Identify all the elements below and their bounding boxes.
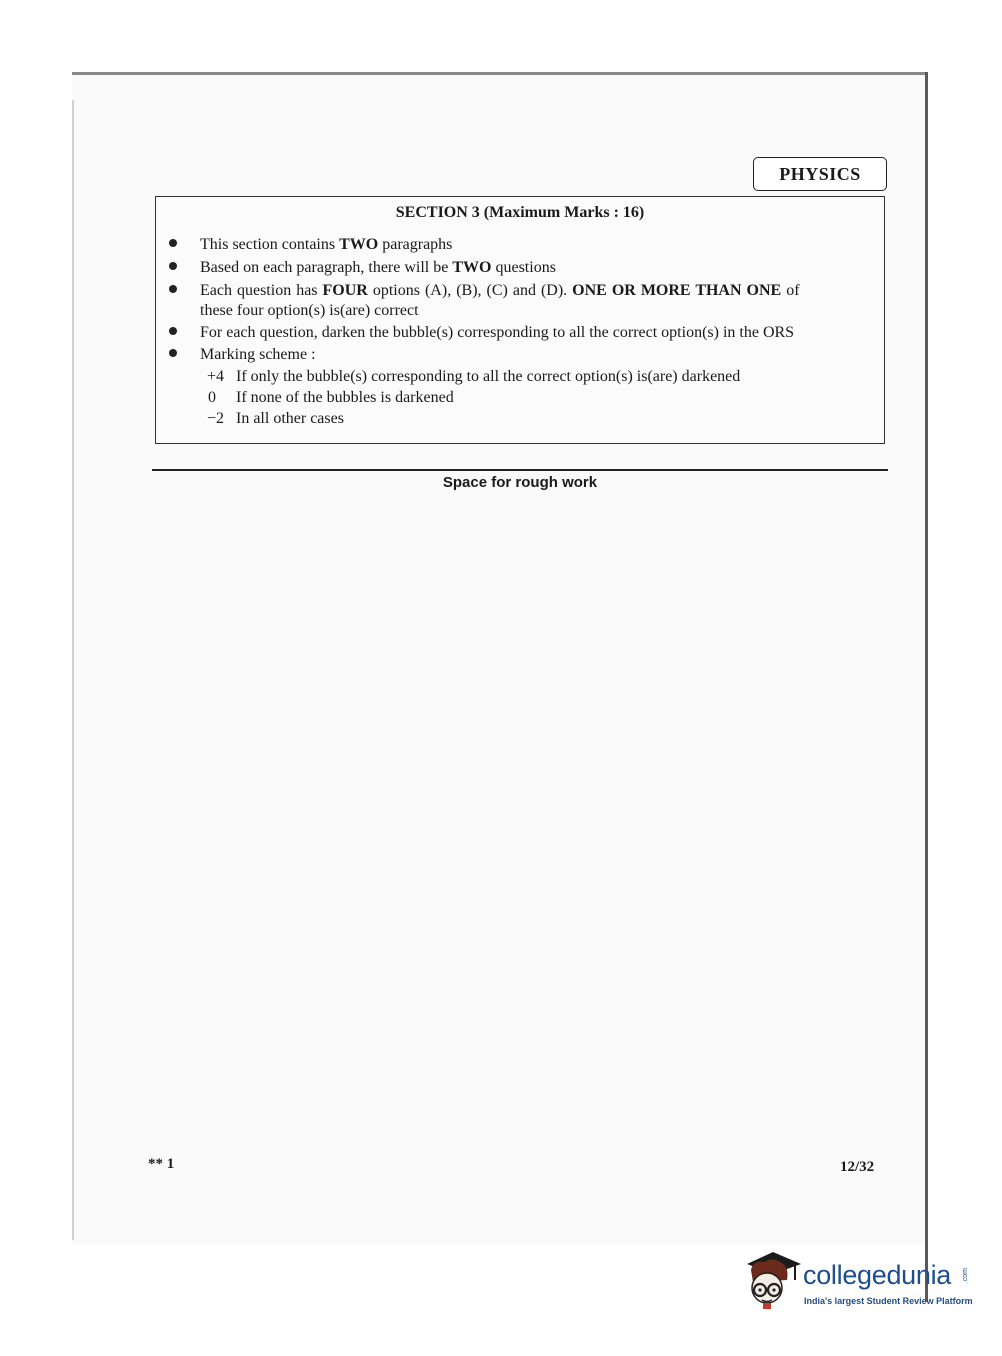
- instruction-3-line-1: Each question has FOUR options (A), (B), (C) and (D). ONE OR MORE THAN ONE of: [200, 282, 800, 299]
- instruction-3-line-2: these four option(s) is(are) correct: [200, 302, 419, 319]
- marking-text: If none of the bubbles is darkened: [236, 389, 454, 406]
- bullet-icon: [169, 239, 177, 247]
- marking-value: +4: [206, 368, 224, 385]
- logo-tagline: India's largest Student Review Platform: [804, 1296, 973, 1306]
- section-instructions-box: [155, 196, 885, 444]
- subject-label: PHYSICS: [753, 157, 887, 191]
- marking-value: −2: [206, 410, 224, 427]
- instruction-3: [200, 281, 876, 321]
- bullet-icon: [169, 262, 177, 270]
- instruction-2: Based on each paragraph, there will be TWO questions: [200, 259, 556, 276]
- bullet-icon: [169, 327, 177, 335]
- logo-name: collegedunia: [803, 1260, 952, 1290]
- instruction-4: For each question, darken the bubble(s) corresponding to all the correct option(s) in the ORS: [200, 324, 795, 341]
- logo-domain: .com: [962, 1268, 969, 1284]
- mascot-icon: [743, 1250, 803, 1314]
- page-right-edge: [925, 72, 928, 1302]
- rough-work-label: Space for rough work: [442, 474, 598, 491]
- instruction-1: This section contains TWO paragraphs: [200, 236, 453, 253]
- page-number: 12/32: [840, 1159, 875, 1175]
- marking-value: 0: [208, 389, 216, 406]
- collegedunia-logo: [743, 1250, 973, 1320]
- footer-code: ** 1: [148, 1156, 175, 1172]
- section-title: SECTION 3 (Maximum Marks : 16): [395, 204, 645, 221]
- marking-text: If only the bubble(s) corresponding to all the correct option(s) is(are) darkened: [236, 368, 741, 385]
- marking-text: In all other cases: [236, 410, 344, 427]
- bullet-icon: [169, 285, 177, 293]
- bullet-icon: [169, 349, 177, 357]
- divider-line: [152, 469, 888, 471]
- page-left-edge: [72, 100, 74, 1240]
- instruction-5: Marking scheme :: [200, 346, 316, 363]
